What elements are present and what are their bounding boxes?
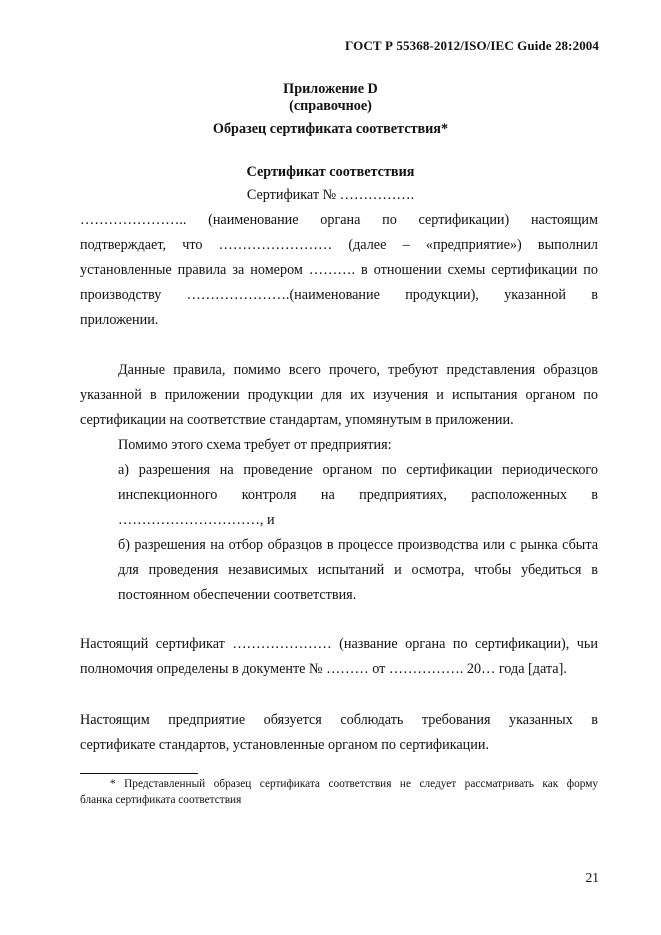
annex-heading: Образец сертификата соответствия* [212, 121, 449, 137]
footnote-line: бланка сертификата соответствия [80, 794, 242, 806]
paragraph-line: приложении. [80, 312, 159, 328]
paragraph-line: полномочия определены в документе № ……… от ……………. 20… года [дата]. [80, 661, 567, 677]
paragraph-line: Данные правила, помимо всего прочего, требуют представления образцов [118, 362, 598, 378]
footnote-divider [80, 773, 198, 774]
annex-subtitle: (справочное) [289, 98, 372, 114]
paragraph-authority [80, 632, 598, 682]
paragraph-line: Настоящим предприятие обязуется соблюдать требования указанных в [80, 712, 598, 728]
paragraph-scheme-requirements [80, 433, 598, 608]
footnote [80, 776, 598, 808]
standard-header: ГОСТ Р 55368-2012/ISO/IEC Guide 28:2004 [345, 38, 599, 53]
paragraph-confirmation [80, 208, 598, 333]
paragraph-line: сертификате стандартов, установленные органом по сертификации. [80, 737, 490, 753]
list-item-b-line: для проведения независимых испытаний и осмотра, чтобы убедиться в [118, 562, 598, 578]
list-item-b-line: б) разрешения на отбор образцов в процессе производства или с рынка сбыта [118, 537, 598, 553]
footnote-line: * Представленный образец сертификата соответствия не следует рассматривать как форму [110, 778, 598, 790]
paragraph-obligation [80, 708, 598, 758]
certificate-title: Сертификат соответствия [246, 164, 415, 180]
list-item-a-line: инспекционного контроля на предприятиях, расположенных в [118, 487, 598, 503]
list-item-b-line: постоянном обеспечении соответствия. [118, 587, 357, 603]
paragraph-line: установленные правила за номером ………. в отношении схемы сертификации по [80, 262, 598, 278]
paragraph-line: Настоящий сертификат ………………… (название органа по сертификации), чьи [80, 636, 598, 652]
paragraph-line: подтверждает, что …………………… (далее – «предприятие») выполнил [80, 237, 598, 253]
paragraph-line: сертификации на соответствие стандартам, упомянутым в приложении. [80, 412, 514, 428]
paragraph-line: указанной в приложении продукции для их изучения и испытания органом по [80, 387, 598, 403]
certificate-number-line: Сертификат № ……………. [246, 187, 415, 203]
paragraph-line: ………………….. (наименование органа по сертификации) настоящим [80, 212, 598, 228]
list-item-a-line: а) разрешения на проведение органом по сертификации периодического [118, 462, 598, 478]
page-number: 21 [585, 870, 599, 885]
list-intro: Помимо этого схема требует от предприятия: [118, 437, 392, 453]
annex-title: Приложение D [283, 81, 378, 97]
list-item-a-line: …………………………, и [118, 512, 275, 528]
paragraph-line: производству ………………….(наименование продукции), указанной в [80, 287, 598, 303]
paragraph-requirements [80, 358, 598, 433]
